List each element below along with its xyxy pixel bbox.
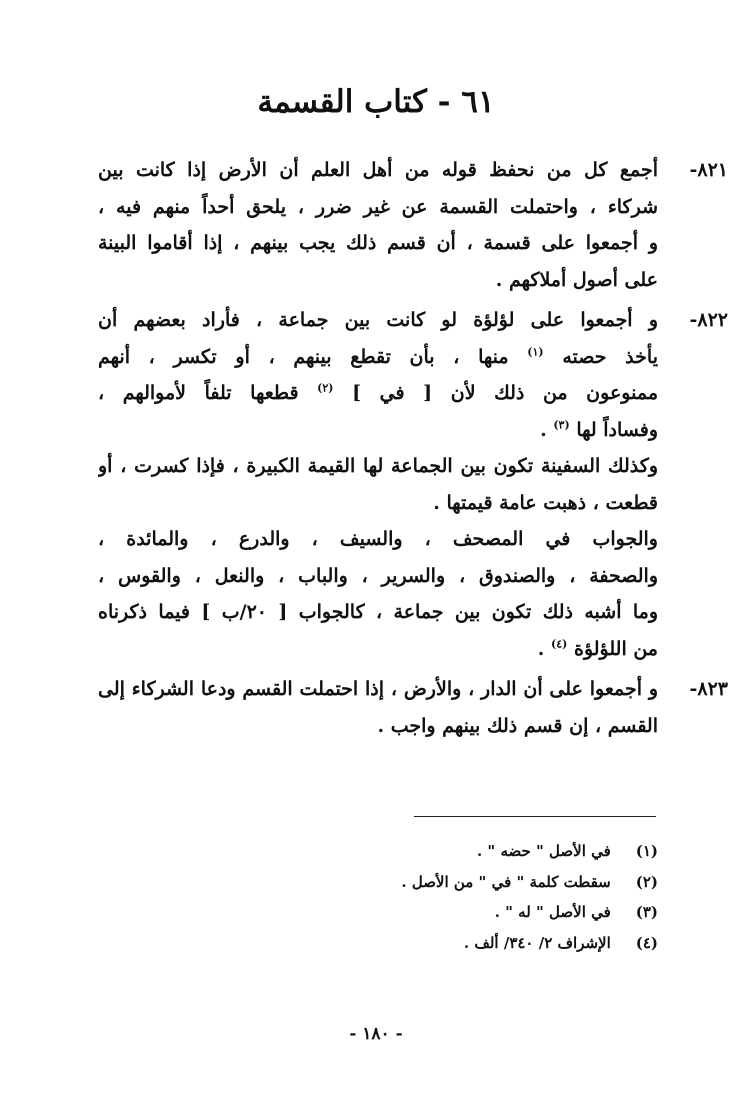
- footnote-2: [98, 867, 658, 898]
- entry-number: ٨٢١-: [689, 159, 728, 181]
- text-line: [98, 631, 658, 668]
- text-segment: يأخذ حصته: [562, 345, 658, 368]
- text-line: أجمع كل من نحفظ قوله من أهل العلم أن الأرض إذا كانت بين: [98, 159, 658, 181]
- text-line: وكذلك السفينة تكون بين الجماعة لها القيمة الكبيرة ، فإذا كسرت ، أو: [98, 455, 658, 477]
- footnote-reference: (٤): [551, 637, 568, 651]
- footnotes-list: [98, 836, 658, 958]
- entry-821: [98, 152, 728, 298]
- text-line: [98, 412, 658, 449]
- text-segment: منها ، بأن تقطع بينهم ، أو تكسر ، أنهم: [98, 345, 509, 368]
- text-line: القسم ، إن قسم ذلك بينهم واجب .: [377, 714, 658, 737]
- text-line: [98, 375, 658, 412]
- text-segment: .: [540, 418, 547, 441]
- footnote-3: [98, 897, 658, 928]
- text-line: وما أشبه ذلك تكون بين جماعة ، كالجواب [ ٢٠/ب ] فيما ذكرناه: [98, 601, 658, 623]
- footnote-4: [98, 928, 658, 959]
- text-line: والصحفة ، والصندوق ، والسرير ، والباب ، والنعل ، والقوس ،: [98, 564, 658, 587]
- entry-822: [98, 302, 728, 667]
- footnote-text: في الأصل " حضه " .: [476, 842, 611, 860]
- footnote-number: (١): [635, 842, 658, 860]
- text-line: على أصول أملاكهم .: [495, 268, 658, 291]
- footnote-divider: [414, 816, 656, 817]
- text-line: والجواب في المصحف ، والسيف ، والدرع ، والمائدة ،: [98, 528, 658, 550]
- text-line: قطعت ، ذهبت عامة قيمتها .: [433, 491, 658, 514]
- page-number: - ١٨٠ -: [349, 1024, 403, 1044]
- footnote-text: الإشراف ٢/ ٣٤٠/ ألف .: [463, 933, 611, 952]
- text-line: شركاء ، واحتملت القسمة عن غير ضرر ، يلحق أحداً منهم فيه ،: [98, 195, 658, 218]
- footnote-reference: (٣): [553, 418, 570, 432]
- footnote-reference: (١): [527, 345, 544, 359]
- footnote-number: (٣): [635, 903, 658, 921]
- footnote-reference: (٢): [317, 381, 334, 395]
- footnote-text: سقطت كلمة " في " من الأصل .: [401, 872, 611, 891]
- text-line: و أجمعوا على لؤلؤة لو كانت بين جماعة ، فأراد بعضهم أن: [98, 309, 658, 331]
- text-line: و أجمعوا على قسمة ، أن قسم ذلك يجب بينهم ، إذا أقاموا البينة: [98, 232, 658, 254]
- text-segment: من اللؤلؤة: [574, 637, 658, 660]
- text-line: و أجمعوا على أن الدار ، والأرض ، إذا احتملت القسم ودعا الشركاء إلى: [98, 678, 658, 700]
- entry-number: ٨٢٣-: [689, 678, 728, 700]
- footnote-number: (٢): [635, 872, 658, 891]
- entry-number: ٨٢٢-: [689, 309, 728, 331]
- footnote-text: في الأصل " له " .: [494, 903, 611, 921]
- footnote-1: [98, 836, 658, 867]
- chapter-title: ٦١ - كتاب القسمة: [257, 84, 495, 120]
- text-segment: قطعها تلفاً لأموالهم ،: [98, 382, 299, 404]
- text-segment: ممنوعون من ذلك لأن [ في ]: [352, 382, 658, 404]
- entry-823: [98, 671, 728, 744]
- text-line: [98, 339, 658, 376]
- text-segment: وفساداً لها: [576, 418, 658, 441]
- text-segment: .: [537, 637, 545, 660]
- footnote-number: (٤): [635, 933, 658, 952]
- entries-list: [98, 152, 728, 748]
